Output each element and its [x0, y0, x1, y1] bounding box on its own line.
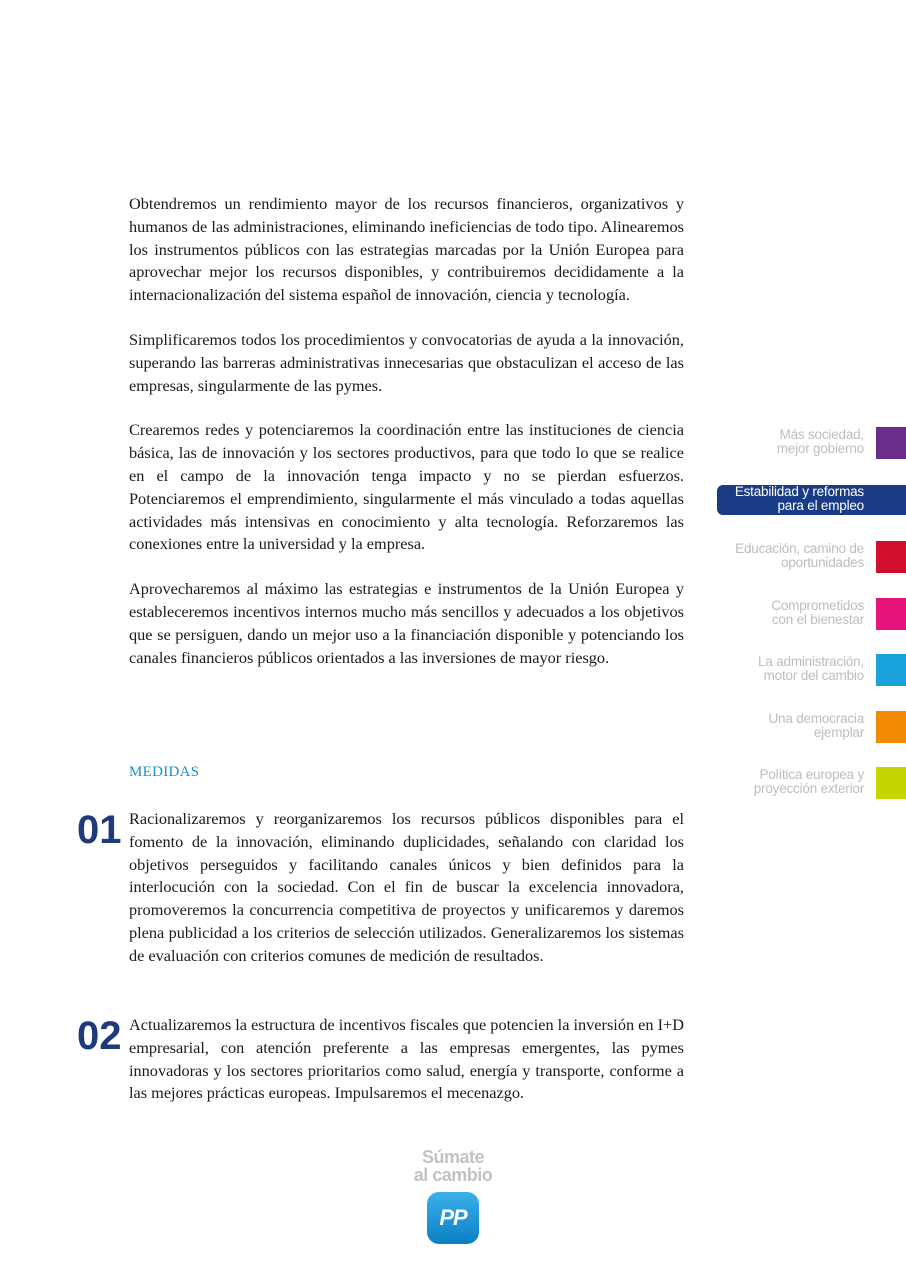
sidebar-item-politica-europea[interactable]	[706, 767, 906, 799]
sidebar-item-bienestar[interactable]	[706, 598, 906, 630]
measure-text: Racionalizaremos y reorganizaremos los recursos públicos disponibles para el fomento de la innovación, eliminando duplicidades, señalando con claridad los objetivos perseguidos y facilitando canales únicos y bien definidos para la interlocución con la sociedad. Con el fin de buscar la excelencia innovadora, promoveremos la concurrencia competitiva de proyectos y unificaremos y daremos plena publicidad a los criterios de selección utilizados. Generalizaremos los sistemas de evaluación con criterios comunes de medición de resultados.	[129, 809, 684, 965]
sidebar-item-label: Más sociedad, mejor gobierno	[776, 427, 864, 456]
sidebar-item-label: Comprometidos con el bienestar	[771, 598, 864, 627]
sidebar-item-label: Política europea y proyección exterior	[753, 767, 864, 796]
measure-number: 01	[77, 808, 122, 852]
paragraph: Simplificaremos todos los procedimientos y convocatorias de ayuda a la innovación, superando las barreras administrativas innecesarias que obstaculizan el acceso de las empresas, singularmente de las pymes.	[129, 329, 684, 395]
body-text	[129, 193, 684, 691]
section-color-tab	[876, 598, 906, 630]
logo-text: PP	[439, 1205, 467, 1230]
section-color-tab	[876, 427, 906, 459]
sidebar-item-label: Estabilidad y reformas para el empleo	[734, 484, 864, 513]
paragraph: Crearemos redes y potenciaremos la coordinación entre las instituciones de ciencia básica, las de innovación y los sectores productivos, para que todo lo que se realice en el campo de la innovación tenga impacto y no se pierdan esfuerzos. Potenciaremos el emprendimiento, singularmente el más vinculado a todas aquellas actividades más intensivas en conocimiento y alta tecnología. Reforzaremos las conexiones entre la universidad y la empresa.	[129, 420, 684, 554]
sidebar-item-educacion[interactable]	[706, 541, 906, 573]
measure-number: 02	[77, 1014, 122, 1058]
sidebar-item-mas-sociedad[interactable]	[706, 427, 906, 459]
sidebar-item-label: La administración, motor del cambio	[758, 654, 864, 683]
paragraph: Obtendremos un rendimiento mayor de los recursos financieros, organizativos y humanos de las administraciones, eliminando ineficiencias de todo tipo. Alinearemos los instrumentos públicos con las estrategias marcadas por la Unión Europea para aprovechar mejor los recursos disponibles, y contribuiremos decididamente a la internacionalización del sistema español de innovación, ciencia y tecnología.	[129, 194, 684, 305]
sidebar-item-administracion[interactable]	[706, 654, 906, 686]
section-color-tab	[876, 541, 906, 573]
sidebar-item-estabilidad[interactable]	[706, 484, 906, 516]
sidebar-item-label: Educación, camino de oportunidades	[735, 541, 864, 570]
medidas-heading: MEDIDAS	[129, 764, 200, 780]
section-color-tab	[876, 654, 906, 686]
party-logo	[427, 1192, 479, 1244]
slogan: Súmate al cambio	[413, 1147, 493, 1185]
measure-text: Actualizaremos la estructura de incentivos fiscales que potencien la inversión en I+D empresarial, con atención preferente a las empresas emergentes, las pymes innovadoras y los sectores prioritarios como salud, energía y transporte, conforme a las mejores prácticas europeas. Impulsaremos el mecenazgo.	[129, 1015, 684, 1103]
paragraph: Aprovecharemos al máximo las estrategias e instrumentos de la Unión Europea y estableceremos incentivos internos mucho más sencillos y adecuados a los objetivos que se persiguen, dando un mejor uso a la financiación disponible y potenciando los canales financieros públicos orientados a las inversiones de mayor riesgo.	[129, 579, 684, 667]
sidebar-item-democracia[interactable]	[706, 711, 906, 743]
section-color-tab	[876, 711, 906, 743]
sidebar-item-label: Una democracia ejemplar	[768, 711, 864, 740]
footer-branding	[400, 1148, 506, 1244]
section-color-tab	[876, 767, 906, 799]
